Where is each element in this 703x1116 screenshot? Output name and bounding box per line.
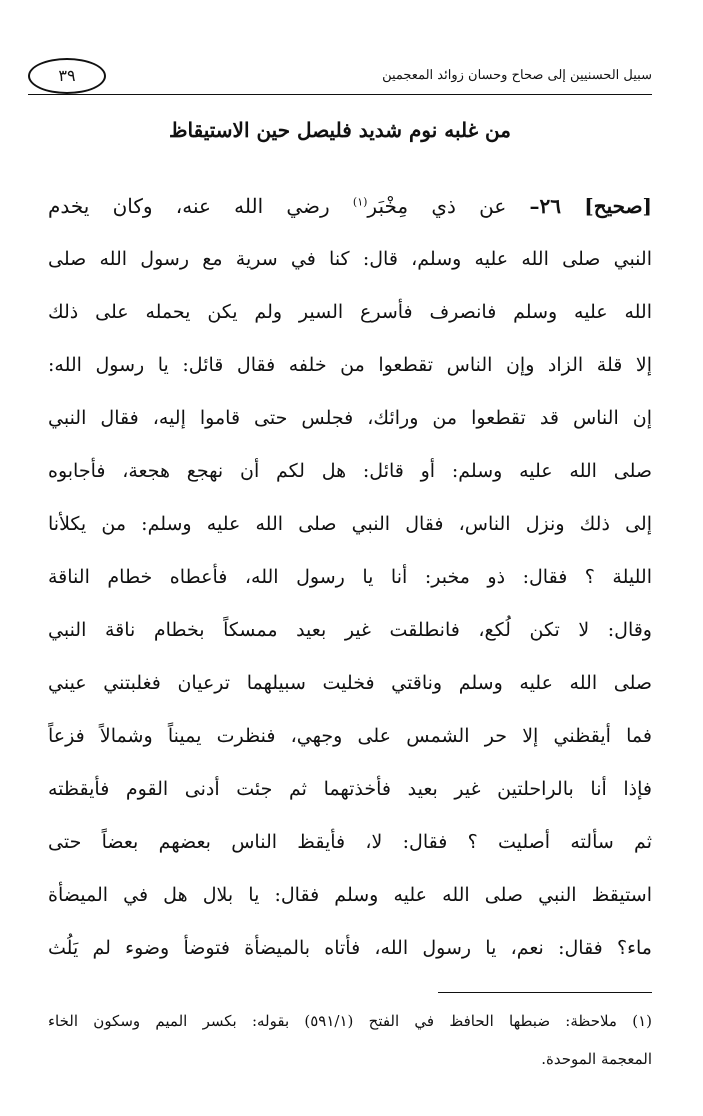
footnote-text: المعجمة الموحدة. bbox=[541, 1050, 652, 1068]
running-header bbox=[28, 58, 652, 94]
hadith-line: إلا قلة الزاد وإن الناس تقطعوا من خلفه فقال قائل: يا رسول الله: bbox=[48, 354, 652, 376]
section-heading: من غلبه نوم شديد فليصل حين الاستيقاظ bbox=[169, 118, 511, 142]
hadith-number: ٢٦– bbox=[529, 194, 562, 218]
header-rule bbox=[28, 94, 652, 95]
footnote-reference[interactable]: (١) bbox=[352, 195, 368, 209]
hadith-line: فإذا أنا بالراحلتين غير بعيد فأخذتهما ثم جئت أدنى القوم فأيقظته bbox=[48, 778, 652, 800]
page-number: ٣٩ bbox=[28, 58, 106, 94]
hadith-line: ثم سألته أصليت ؟ فقال: لا، فأيقظ الناس بعضهم بعضاً حتى bbox=[48, 831, 652, 853]
hadith-grade: [صحيح] bbox=[584, 194, 652, 218]
hadith-line: الله عليه وسلم فانصرف فأسرع السير ولم يكن يحمله على ذلك bbox=[48, 301, 652, 323]
book-title: سبيل الحسنيين إلى صحاح وحسان زوائد المعجمين bbox=[382, 68, 652, 83]
hadith-line bbox=[48, 180, 652, 233]
hadith-line: وقال: لا تكن لُكع، فانطلقت غير بعيد ممسكاً بخطام ناقة النبي bbox=[48, 619, 652, 641]
hadith-line: ماء؟ فقال: نعم، يا رسول الله، فأتاه بالميضأة فتوضأ وضوء لم يَلُث bbox=[48, 937, 652, 959]
hadith-line: فما أيقظني إلا حر الشمس على وجهي، فنظرت يميناً وشمالاً فزعاً bbox=[48, 725, 652, 747]
hadith-line: إلى ذلك ونزل الناس، فقال النبي صلى الله عليه وسلم: من يكلأنا bbox=[48, 513, 652, 535]
hadith-line: إن الناس قد تقطعوا من ورائك، فجلس حتى قاموا إليه، فقال النبي bbox=[48, 407, 652, 429]
hadith-line: استيقظ النبي صلى الله عليه وسلم فقال: يا بلال هل في الميضأة bbox=[48, 884, 652, 906]
hadith-line: صلى الله عليه وسلم وناقتي فخليت سبيلهما ترعيان فغلبتني عيني bbox=[48, 672, 652, 694]
hadith-narrator: عن ذي مِخْبَر bbox=[367, 194, 507, 218]
footnote-text: (١) ملاحظة: ضبطها الحافظ في الفتح (٥٩١/١) بقوله: بكسر الميم وسكون الخاء bbox=[48, 1012, 652, 1030]
hadith-text bbox=[48, 180, 652, 975]
hadith-line: الليلة ؟ فقال: ذو مخبر: أنا يا رسول الله، فأعطاه خطام الناقة bbox=[48, 566, 652, 588]
hadith-line: صلى الله عليه وسلم: أو قائل: هل لكم أن نهجع هجعة، فأجابوه bbox=[48, 460, 652, 482]
footnote-rule bbox=[438, 992, 652, 993]
footnotes bbox=[48, 1002, 652, 1078]
hadith-line-text: رضي الله عنه، وكان يخدم bbox=[48, 194, 330, 218]
hadith-line: النبي صلى الله عليه وسلم، قال: كنا في سرية مع رسول الله صلى bbox=[48, 248, 652, 270]
